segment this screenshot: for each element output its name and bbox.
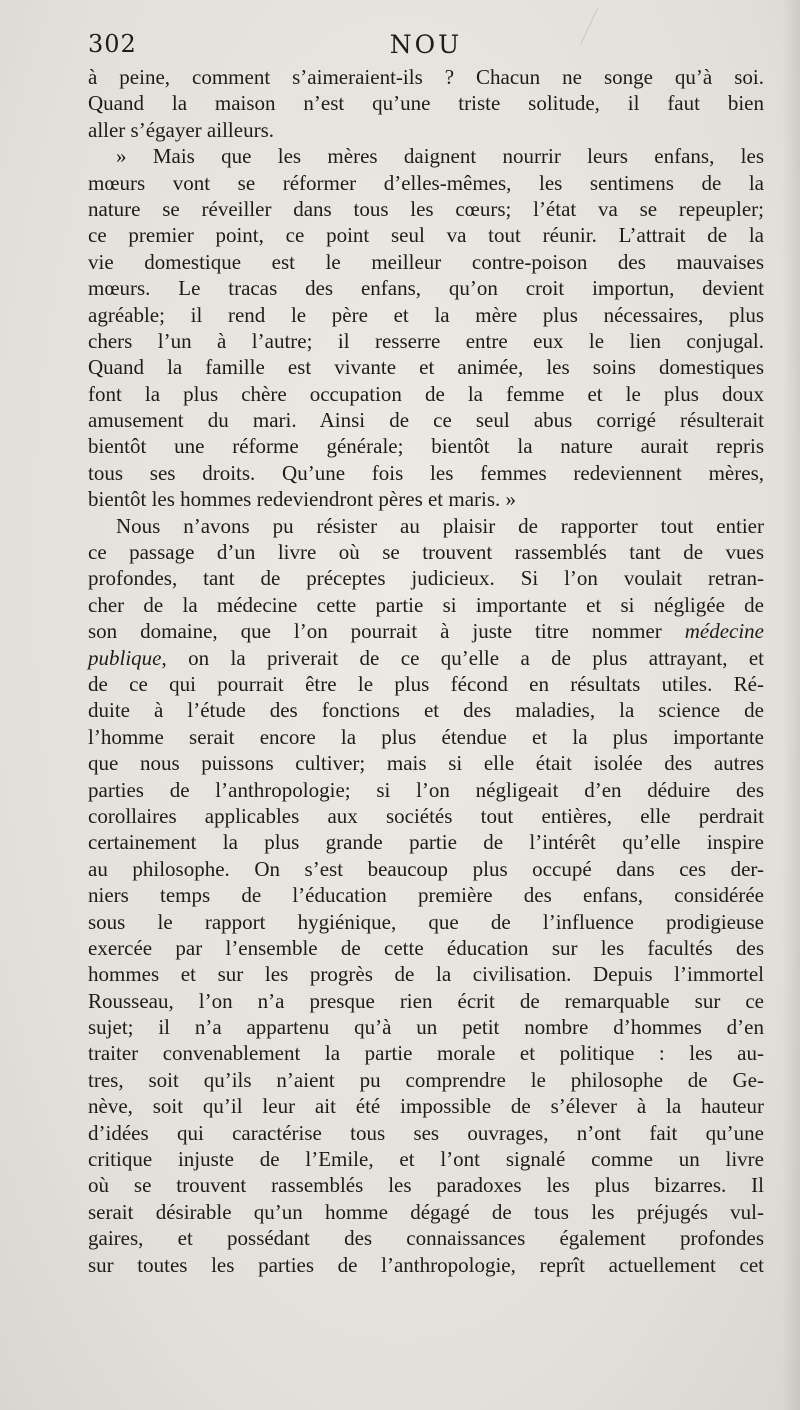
text-line: vie domestique est le meilleur contre-poison des mauvaises: [88, 249, 764, 274]
text-line: nève, soit qu’il leur ait été impossible de s’élever à la hauteur: [88, 1094, 764, 1119]
text-line: chers l’un à l’autre; il resserre entre eux le lien conjugal.: [88, 328, 764, 353]
text-line: certainement la plus grande partie de l’intérêt qu’elle inspire: [88, 830, 764, 855]
text-line: critique injuste de l’Emile, et l’ont signalé comme un livre: [88, 1147, 764, 1172]
text-line: ce premier point, ce point seul va tout réunir. L’attrait de la: [88, 223, 764, 248]
page-header: [88, 30, 764, 64]
text-line: Quand la maison n’est qu’une triste solitude, il faut bien: [88, 91, 764, 116]
text-line: niers temps de l’éducation première des enfans, considérée: [88, 883, 764, 908]
text-line: profondes, tant de préceptes judicieux. Si l’on voulait retran-: [88, 566, 764, 591]
page-number: 302: [88, 30, 137, 58]
text-line: bientôt les hommes redeviendront pères et maris. »: [88, 487, 517, 512]
text-line: à peine, comment s’aimeraient-ils ? Chacun ne songe qu’à soi.: [88, 65, 764, 89]
text-line: [88, 645, 764, 671]
text-line: cher de la médecine cette partie si importante et si négligée de: [88, 592, 764, 617]
text-line: de ce qui pourrait être le plus fécond en résultats utiles. Ré-: [88, 671, 764, 696]
text-line: aller s’égayer ailleurs.: [88, 117, 274, 142]
text-line: mœurs vont se réformer d’elles-mêmes, les sentimens de la: [88, 170, 764, 195]
text-line: Nous n’avons pu résister au plaisir de rapporter tout entier: [116, 513, 764, 538]
text-line: traiter convenablement la partie morale et politique : les au-: [88, 1041, 764, 1066]
text-fragment: , on la priverait de ce qu’elle a de plus attrayant, et: [161, 645, 764, 670]
running-head: NOU: [389, 30, 463, 59]
text-line: » Mais que les mères daignent nourrir leurs enfans, les: [116, 144, 764, 169]
text-line: l’homme serait encore la plus étendue et la plus importante: [88, 724, 764, 749]
text-line: bientôt une réforme générale; bientôt la nature aurait repris: [88, 434, 764, 459]
text-line: nature se réveiller dans tous les cœurs; l’état va se repeupler;: [88, 196, 764, 221]
text-line: sujet; il n’a appartenu qu’à un petit nombre d’hommes d’en: [88, 1015, 764, 1040]
text-line: que nous puissons cultiver; mais si elle était isolée des autres: [88, 751, 764, 776]
text-line: agréable; il rend le père et la mère plus nécessaires, plus: [88, 302, 764, 327]
text-line: tous ses droits. Qu’une fois les femmes redeviennent mères,: [88, 460, 764, 485]
text-line: corollaires applicables aux sociétés tout entières, elle perdrait: [88, 803, 764, 828]
text-line: serait désirable qu’un homme dégagé de tous les préjugés vul-: [88, 1199, 764, 1224]
text-line: ce passage d’un livre où se trouvent rassemblés tant de vues: [88, 540, 764, 565]
text-line: font la plus chère occupation de la femme et le plus doux: [88, 381, 764, 406]
text-line: mœurs. Le tracas des enfans, qu’on croit importun, devient: [88, 276, 764, 301]
text-line: hommes et sur les progrès de la civilisation. Depuis l’immortel: [88, 962, 764, 987]
text-line: amusement du mari. Ainsi de ce seul abus corrigé résulterait: [88, 408, 764, 433]
text-line: sur toutes les parties de l’anthropologie, reprît actuellement cet: [88, 1252, 764, 1277]
body-text: [88, 64, 764, 1278]
text-line: au philosophe. On s’est beaucoup plus occupé dans ces der-: [88, 856, 764, 881]
text-line: duite à l’étude des fonctions et des maladies, la science de: [88, 698, 764, 723]
text-line: Rousseau, l’on n’a presque rien écrit de remarquable sur ce: [88, 988, 764, 1013]
text-line: parties de l’anthropologie; si l’on négligeait d’en déduire des: [88, 777, 764, 802]
text-line: sous le rapport hygiénique, que de l’influence prodigieuse: [88, 909, 764, 934]
text-line: [88, 618, 764, 644]
text-fragment: son domaine, que l’on pourrait à juste titre nommer: [88, 619, 662, 644]
text-line: gaires, et possédant des connaissances également profondes: [88, 1226, 764, 1251]
text-line: où se trouvent rassemblés les paradoxes les plus bizarres. Il: [88, 1173, 764, 1198]
text-line: exercée par l’ensemble de cette éducation sur les facultés des: [88, 935, 764, 960]
italic-term: médecine: [684, 619, 765, 644]
text-line: tres, soit qu’ils n’aient pu comprendre le philosophe de Ge-: [88, 1067, 764, 1092]
text-line: d’idées qui caractérise tous ses ouvrages, n’ont fait qu’une: [88, 1120, 764, 1145]
page-gutter-shadow: [782, 0, 800, 1410]
italic-term: publique: [88, 645, 162, 670]
text-line: Quand la famille est vivante et animée, les soins domestiques: [88, 355, 764, 380]
